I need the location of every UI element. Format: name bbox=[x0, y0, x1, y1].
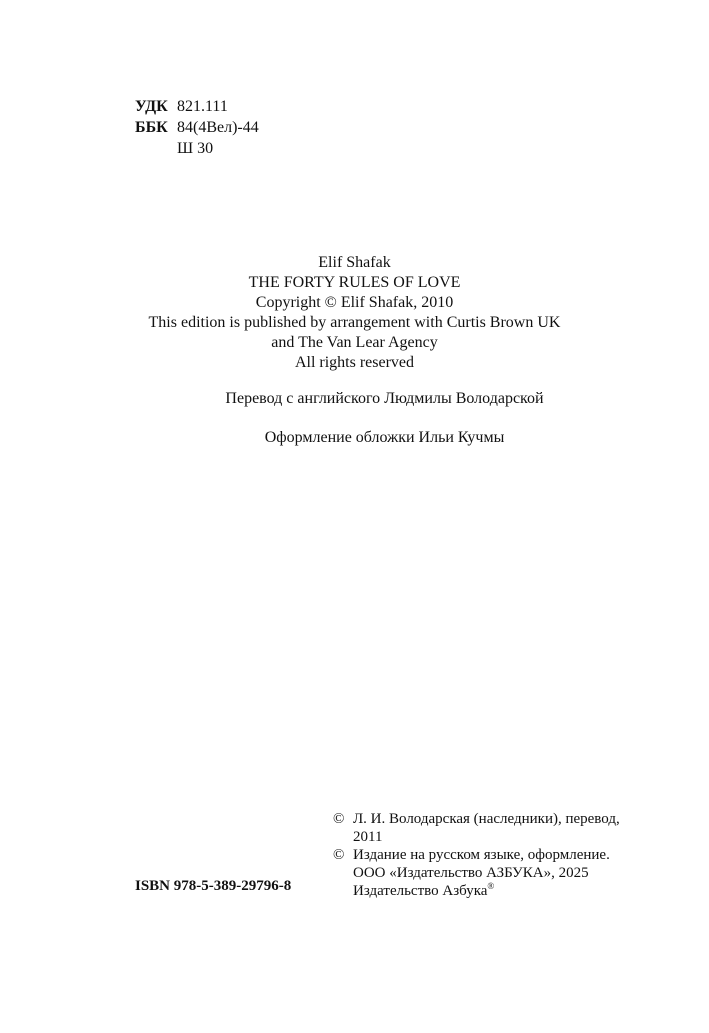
arrangement-line-2: and The Van Lear Agency bbox=[271, 334, 438, 351]
bbk-label: ББК bbox=[135, 119, 168, 136]
registered-mark: ® bbox=[487, 881, 495, 891]
copyright-sign: © bbox=[333, 811, 345, 827]
original-copyright: Copyright © Elif Shafak, 2010 bbox=[255, 294, 454, 311]
isbn: ISBN 978-5-389-29796-8 bbox=[135, 878, 292, 894]
edition-copyright-text: Издание на русском языке, оформление. bbox=[353, 847, 610, 863]
author-mark-spacer bbox=[135, 138, 177, 159]
russian-copyrights bbox=[333, 810, 620, 900]
translation-credit: Перевод с английского Людмилы Володарской bbox=[225, 390, 544, 407]
author-mark-row bbox=[135, 138, 259, 159]
publisher-imprint bbox=[333, 882, 620, 900]
udk-row bbox=[135, 96, 259, 117]
bbk-row bbox=[135, 117, 259, 138]
translation-copyright-year: 2011 bbox=[353, 829, 383, 845]
original-title: THE FORTY RULES OF LOVE bbox=[248, 274, 461, 291]
publisher-line: ООО «Издательство АЗБУКА», 2025 bbox=[353, 865, 589, 881]
copyright-sign: © bbox=[333, 847, 345, 863]
publisher-imprint-text: Издательство Азбука bbox=[353, 883, 488, 899]
translation-copyright bbox=[333, 810, 620, 828]
rights-reserved: All rights reserved bbox=[294, 354, 415, 371]
library-classification bbox=[135, 96, 259, 159]
edition-copyright bbox=[333, 846, 620, 864]
udk-value: 821.111 bbox=[177, 98, 228, 115]
cover-design-credit: Оформление обложки Ильи Кучмы bbox=[264, 429, 505, 446]
bbk-value: 84(4Вел)-44 bbox=[177, 119, 259, 136]
arrangement-line-1: This edition is published by arrangement with Curtis Brown UK bbox=[148, 314, 561, 331]
author-mark: Ш 30 bbox=[177, 140, 214, 157]
original-credits bbox=[0, 253, 709, 373]
translation-copyright-text: Л. И. Володарская (наследники), перевод, bbox=[353, 811, 620, 827]
original-author: Elif Shafak bbox=[318, 254, 391, 271]
udk-label: УДК bbox=[135, 98, 168, 115]
